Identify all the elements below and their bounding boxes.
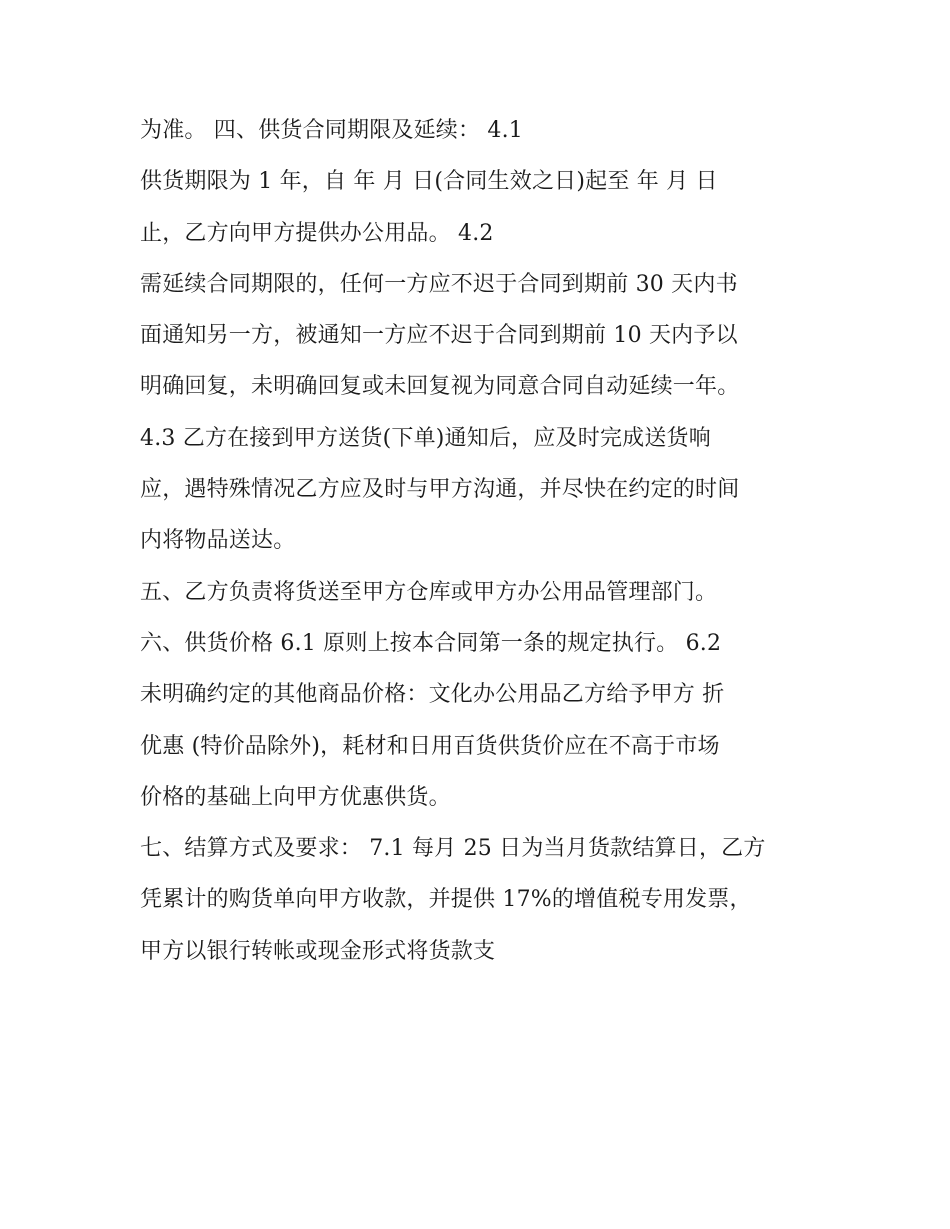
text-line: 内将物品送达。 — [140, 528, 296, 554]
text-line: 价格的基础上向甲方优惠供货。 — [140, 784, 451, 810]
text-line: 面通知另一方，被通知一方应不迟于合同到期前 10 天内予以 — [140, 323, 738, 349]
text-line: 止，乙方向甲方提供办公用品。 4.2 — [140, 220, 494, 246]
text-line: 为准。 四、供货合同期限及延续： 4.1 — [140, 118, 523, 143]
text-line: 七、结算方式及要求： 7.1 每月 25 日为当月货款结算日，乙方 — [140, 836, 766, 862]
text-line: 甲方以银行转帐或现金形式将货款支 — [140, 938, 496, 964]
text-line: 五、乙方负责将货送至甲方仓库或甲方办公用品管理部门。 — [140, 579, 718, 605]
text-line: 优惠 (特价品除外)，耗材和日用百货供货价应在不高于市场 — [140, 733, 720, 759]
text-line: 需延续合同期限的，任何一方应不迟于合同到期前 30 天内书 — [140, 271, 738, 297]
text-line: 供货期限为 1 年，自 年 月 日(合同生效之日)起至 年 月 日 — [140, 169, 718, 195]
text-line: 六、供货价格 6.1 原则上按本合同第一条的规定执行。 6.2 — [140, 630, 722, 656]
text-line: 未明确约定的其他商品价格：文化办公用品乙方给予甲方 折 — [140, 682, 725, 708]
text-line: 4.3 乙方在接到甲方送货(下单)通知后，应及时完成送货响 — [140, 425, 711, 451]
text-line: 明确回复，未明确回复或未回复视为同意合同自动延续一年。 — [140, 374, 740, 400]
text-line: 凭累计的购货单向甲方收款，并提供 17%的增值税专用发票， — [140, 887, 752, 913]
contract-text — [140, 105, 840, 977]
text-line: 应，遇特殊情况乙方应及时与甲方沟通，并尽快在约定的时间 — [140, 477, 740, 503]
